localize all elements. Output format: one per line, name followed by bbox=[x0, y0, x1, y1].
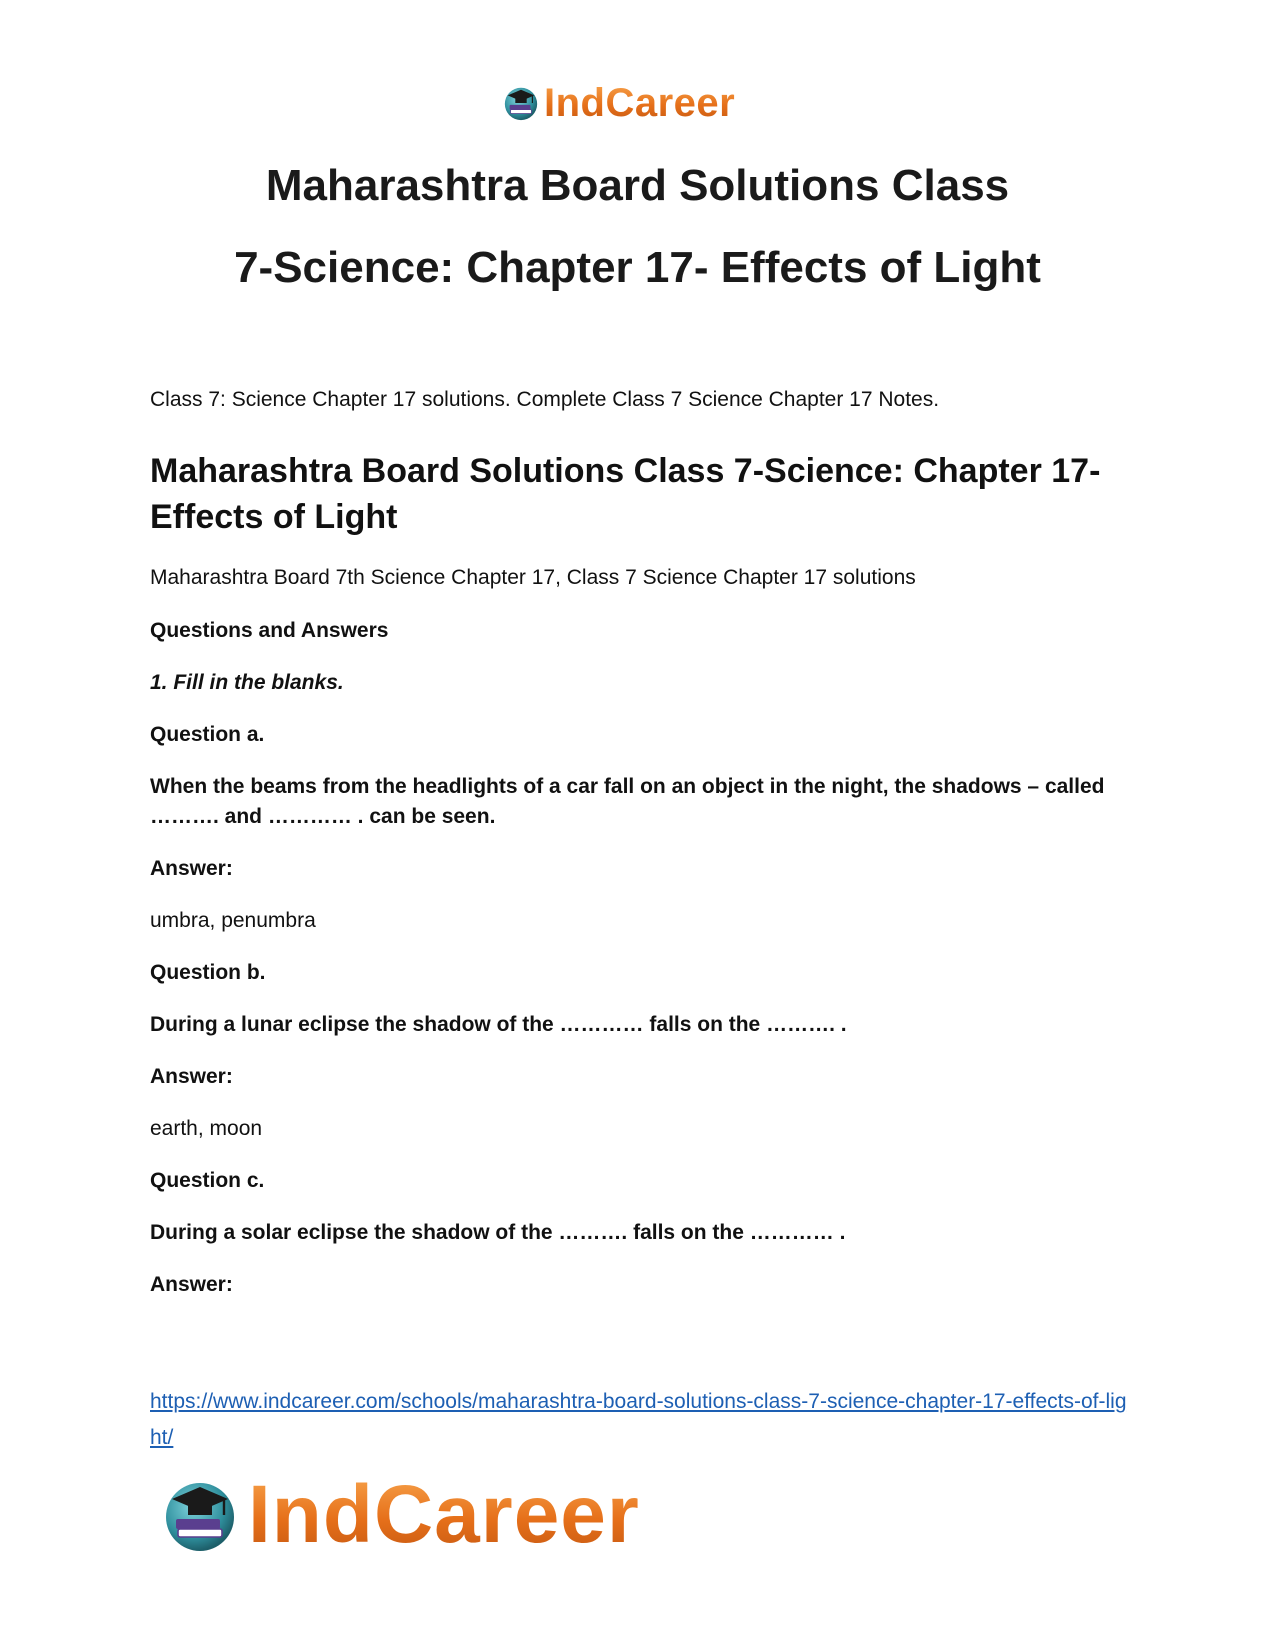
indcareer-logo-top bbox=[502, 80, 735, 126]
graduation-cap-books-globe-icon bbox=[502, 84, 540, 122]
question-c-answer-label: Answer: bbox=[150, 1273, 233, 1296]
question-b-text: During a lunar eclipse the shadow of the ………… falls on the ………. . bbox=[150, 1013, 847, 1036]
page-title-line-1: Maharashtra Board Solutions Class bbox=[265, 161, 1010, 210]
question-a-text: When the beams from the headlights of a car fall on an object in the night, the shadows – called ………. and ………… . can be seen. bbox=[150, 775, 1105, 828]
question-c-text: During a solar eclipse the shadow of the ………. falls on the ………… . bbox=[150, 1221, 846, 1244]
logo-wordmark: IndCareer bbox=[248, 1469, 640, 1560]
intro-paragraph: Class 7: Science Chapter 17 solutions. Complete Class 7 Science Chapter 17 Notes. bbox=[150, 388, 940, 411]
question-a-label: Question a. bbox=[150, 723, 265, 746]
logo-wordmark: IndCareer bbox=[544, 81, 736, 125]
question-b-answer-label: Answer: bbox=[150, 1065, 233, 1088]
question-b-answer: earth, moon bbox=[150, 1117, 263, 1140]
question-a-answer-label: Answer: bbox=[150, 857, 233, 880]
document-body bbox=[150, 384, 1150, 1300]
question-b-label: Question b. bbox=[150, 961, 266, 984]
section-heading: Maharashtra Board Solutions Class 7-Science: Chapter 17- Effects of Light bbox=[150, 452, 1101, 536]
page-title bbox=[0, 145, 1275, 309]
page-title-line-2: 7-Science: Chapter 17- Effects of Light bbox=[234, 243, 1041, 292]
exercise-heading: 1. Fill in the blanks. bbox=[150, 671, 344, 694]
question-c-label: Question c. bbox=[150, 1169, 265, 1192]
indcareer-logo-bottom bbox=[160, 1469, 640, 1560]
graduation-cap-books-globe-icon bbox=[160, 1475, 240, 1555]
source-link[interactable]: https://www.indcareer.com/schools/maharashtra-board-solutions-class-7-science-chapter-17-effects-of-light/ bbox=[150, 1390, 1127, 1449]
qa-heading: Questions and Answers bbox=[150, 619, 389, 642]
question-a-answer: umbra, penumbra bbox=[150, 909, 316, 932]
section-subtitle: Maharashtra Board 7th Science Chapter 17, Class 7 Science Chapter 17 solutions bbox=[150, 566, 916, 589]
